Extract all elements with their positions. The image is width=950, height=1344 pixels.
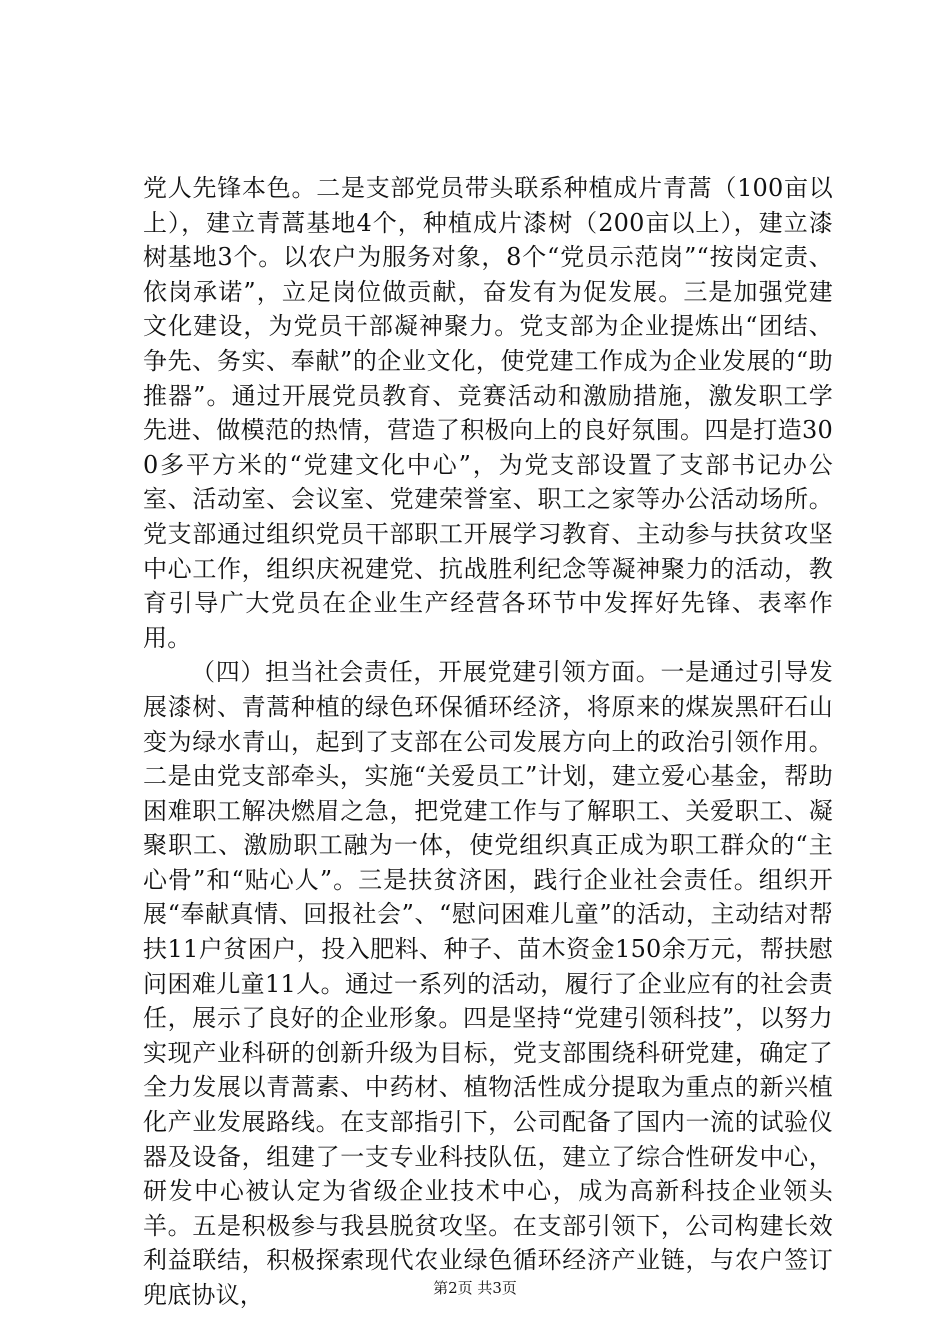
body-text xyxy=(143,171,833,1313)
page-footer: 第2页 共3页 xyxy=(433,1279,517,1297)
paragraph-1: 党人先锋本色。二是支部党员带头联系种植成片青蒿（100亩以上），建立青蒿基地4个，种植成片漆树（200亩以上），建立漆树基地3个。以农户为服务对象，8个“党员示范岗”“按岗定责、依岗承诺”，立足岗位做贡献，奋发有为促发展。三是加强党建文化建设，为党员干部凝神聚力。党支部为企业提炼出“团结、争先、务实、奉献”的企业文化，使党建工作成为企业发展的“助推器”。通过开展党员教育、竞赛活动和激励措施，激发职工学先进、做模范的热情，营造了积极向上的良好氛围。四是打造300多平方米的“党建文化中心”，为党支部设置了支部书记办公室、活动室、会议室、党建荣誉室、职工之家等办公活动场所。党支部通过组织党员干部职工开展学习教育、主动参与扶贫攻坚中心工作，组织庆祝建党、抗战胜利纪念等凝神聚力的活动，教育引导广大党员在企业生产经营各环节中发挥好先锋、表率作用。 xyxy=(143,174,833,652)
paragraph-2: （四）担当社会责任，开展党建引领方面。一是通过引导发展漆树、青蒿种植的绿色环保循环经济，将原来的煤炭黑矸石山变为绿水青山，起到了支部在公司发展方向上的政治引领作用。二是由党支部牵头，实施“关爱员工”计划，建立爱心基金，帮助困难职工解决燃眉之急，把党建工作与了解职工、关爱职工、凝聚职工、激励职工融为一体，使党组织真正成为职工群众的“主心骨”和“贴心人”。三是扶贫济困，践行企业社会责任。组织开展“奉献真情、回报社会”、“慰问困难儿童”的活动，主动结对帮扶11户贫困户，投入肥料、种子、苗木资金150余万元，帮扶慰问困难儿童11人。通过一系列的活动，履行了企业应有的社会责任，展示了良好的企业形象。四是坚持“党建引领科技”，以努力实现产业科研的创新升级为目标，党支部围绕科研党建，确定了全力发展以青蒿素、中药材、植物活性成分提取为重点的新兴植化产业发展路线。在支部指引下，公司配备了国内一流的试验仪器及设备，组建了一支专业科技队伍，建立了综合性研发中心，研发中心被认定为省级企业技术中心，成为高新科技企业领头羊。五是积极参与我县脱贫攻坚。在支部引领下，公司构建长效利益联结，积极探索现代农业绿色循环经济产业链，与农户签订兜底协议， xyxy=(143,658,833,1309)
